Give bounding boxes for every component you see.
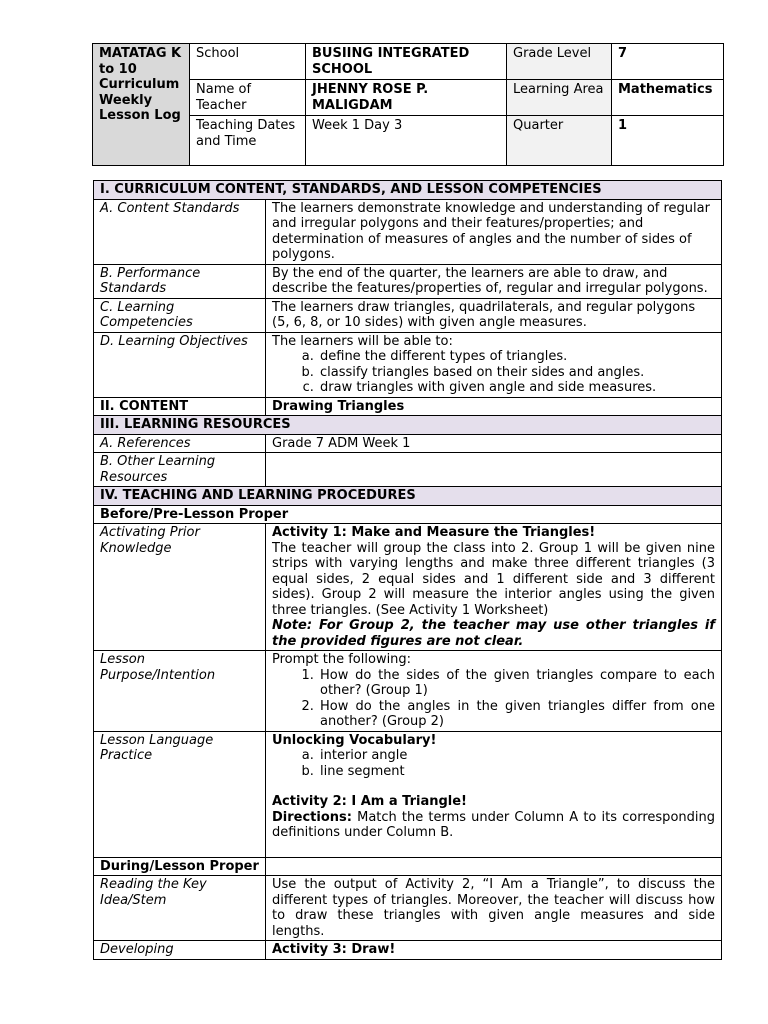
language-practice-cell: [266, 731, 722, 857]
grade-level-label: Grade Level: [507, 44, 612, 80]
learning-objectives-cell: [266, 332, 722, 397]
purpose-intro: Prompt the following:: [272, 652, 412, 667]
before-lesson-heading: Before/Pre-Lesson Proper: [94, 505, 722, 524]
lesson-purpose-label: Lesson Purpose/Intention: [94, 651, 266, 732]
objectives-intro: The learners will be able to:: [272, 333, 453, 349]
section-procedures-heading: IV. TEACHING AND LEARNING PROCEDURES: [94, 487, 722, 506]
prior-knowledge-cell: [266, 524, 722, 651]
section-curriculum-heading: I. CURRICULUM CONTENT, STANDARDS, AND LESSON COMPETENCIES: [94, 181, 722, 200]
vocabulary-list: [272, 748, 715, 779]
references-label: A. References: [94, 434, 266, 453]
objective-item: a. define the different types of triangles.: [318, 349, 715, 365]
other-resources-value: [266, 453, 722, 487]
school-label: School: [190, 44, 306, 80]
lesson-table: [93, 180, 722, 960]
lesson-log-title: MATATAG K to 10 Curriculum Weekly Lesson Log: [93, 44, 190, 166]
purpose-item: 1. How do the sides of the given triangles compare to each other? (Group 1): [318, 668, 715, 699]
section-resources-heading: III. LEARNING RESOURCES: [94, 416, 722, 435]
learning-area-label: Learning Area: [507, 80, 612, 116]
learning-competencies-text: The learners draw triangles, quadrilaterals, and regular polygons (5, 6, 8, or 10 sides) with given angle measures.: [266, 298, 722, 332]
content-standards-text: The learners demonstrate knowledge and understanding of regular and irregular polygons and their features/properties; and determination of measures of angles and the number of sides of polygons.: [266, 199, 722, 264]
objective-item: c. draw triangles with given angle and side measures.: [318, 380, 715, 396]
activity2-title: Activity 2: I Am a Triangle!: [272, 794, 467, 809]
school-value: BUSIING INTEGRATED SCHOOL: [306, 44, 507, 80]
teacher-label: Name of Teacher: [190, 80, 306, 116]
quarter-value: 1: [612, 116, 724, 166]
lesson-purpose-cell: [266, 651, 722, 732]
performance-standards-text: By the end of the quarter, the learners are able to draw, and describe the features/properties of, regular and irregular polygons.: [266, 264, 722, 298]
activity1-note: Note: For Group 2, the teacher may use other triangles if the provided figures are not clear.: [272, 618, 715, 649]
language-practice-label: Lesson Language Practice: [94, 731, 266, 857]
vocabulary-item: b. line segment: [318, 764, 715, 780]
prior-knowledge-label: Activating Prior Knowledge: [94, 524, 266, 651]
learning-competencies-label: C. Learning Competencies: [94, 298, 266, 332]
teaching-dates-value: Week 1 Day 3: [306, 116, 507, 166]
teacher-value: JHENNY ROSE P. MALIGDAM: [306, 80, 507, 116]
developing-label: Developing: [94, 941, 266, 960]
activity1-title: Activity 1: Make and Measure the Triangles!: [272, 525, 596, 540]
quarter-label: Quarter: [507, 116, 612, 166]
activity2-directions: [272, 810, 715, 841]
header-table: [92, 43, 724, 166]
activity3-title: Activity 3: Draw!: [266, 941, 722, 960]
purpose-item: 2. How do the angles in the given triangles differ from one another? (Group 2): [318, 699, 715, 730]
content-standards-label: A. Content Standards: [94, 199, 266, 264]
objectives-list: [272, 349, 715, 396]
purpose-list: [272, 668, 715, 730]
teaching-dates-label: Teaching Dates and Time: [190, 116, 306, 166]
learning-area-value: Mathematics: [612, 80, 724, 116]
section-content-heading: II. CONTENT: [94, 397, 266, 416]
during-lesson-heading: During/Lesson Proper: [94, 857, 266, 876]
vocabulary-item: a. interior angle: [318, 748, 715, 764]
reading-key-idea-text: Use the output of Activity 2, “I Am a Triangle”, to discuss the different types of triangles. Moreover, the teacher will discuss how to draw these triangles with given angle measures and side lengths.: [266, 876, 722, 941]
references-value: Grade 7 ADM Week 1: [266, 434, 722, 453]
during-lesson-empty: [266, 857, 722, 876]
activity1-text: The teacher will group the class into 2. Group 1 will be given nine strips with varying lengths and make three different triangles (3 equal sides, 2 equal sides and 1 different side and 3 different sides). Group 2 will measure the interior angles using the given three triangles. (See Activity 1 Worksheet): [272, 540, 715, 618]
content-value: Drawing Triangles: [266, 397, 722, 416]
directions-label: Directions:: [272, 809, 352, 825]
other-resources-label: B. Other Learning Resources: [94, 453, 266, 487]
performance-standards-label: B. Performance Standards: [94, 264, 266, 298]
directions-text: Match the terms under Column A to its corresponding definitions under Column B.: [272, 809, 715, 840]
learning-objectives-label: D. Learning Objectives: [94, 332, 266, 397]
reading-key-idea-label: Reading the Key Idea/Stem: [94, 876, 266, 941]
vocabulary-title: Unlocking Vocabulary!: [272, 732, 437, 748]
objective-item: b. classify triangles based on their sides and angles.: [318, 365, 715, 381]
grade-level-value: 7: [612, 44, 724, 80]
